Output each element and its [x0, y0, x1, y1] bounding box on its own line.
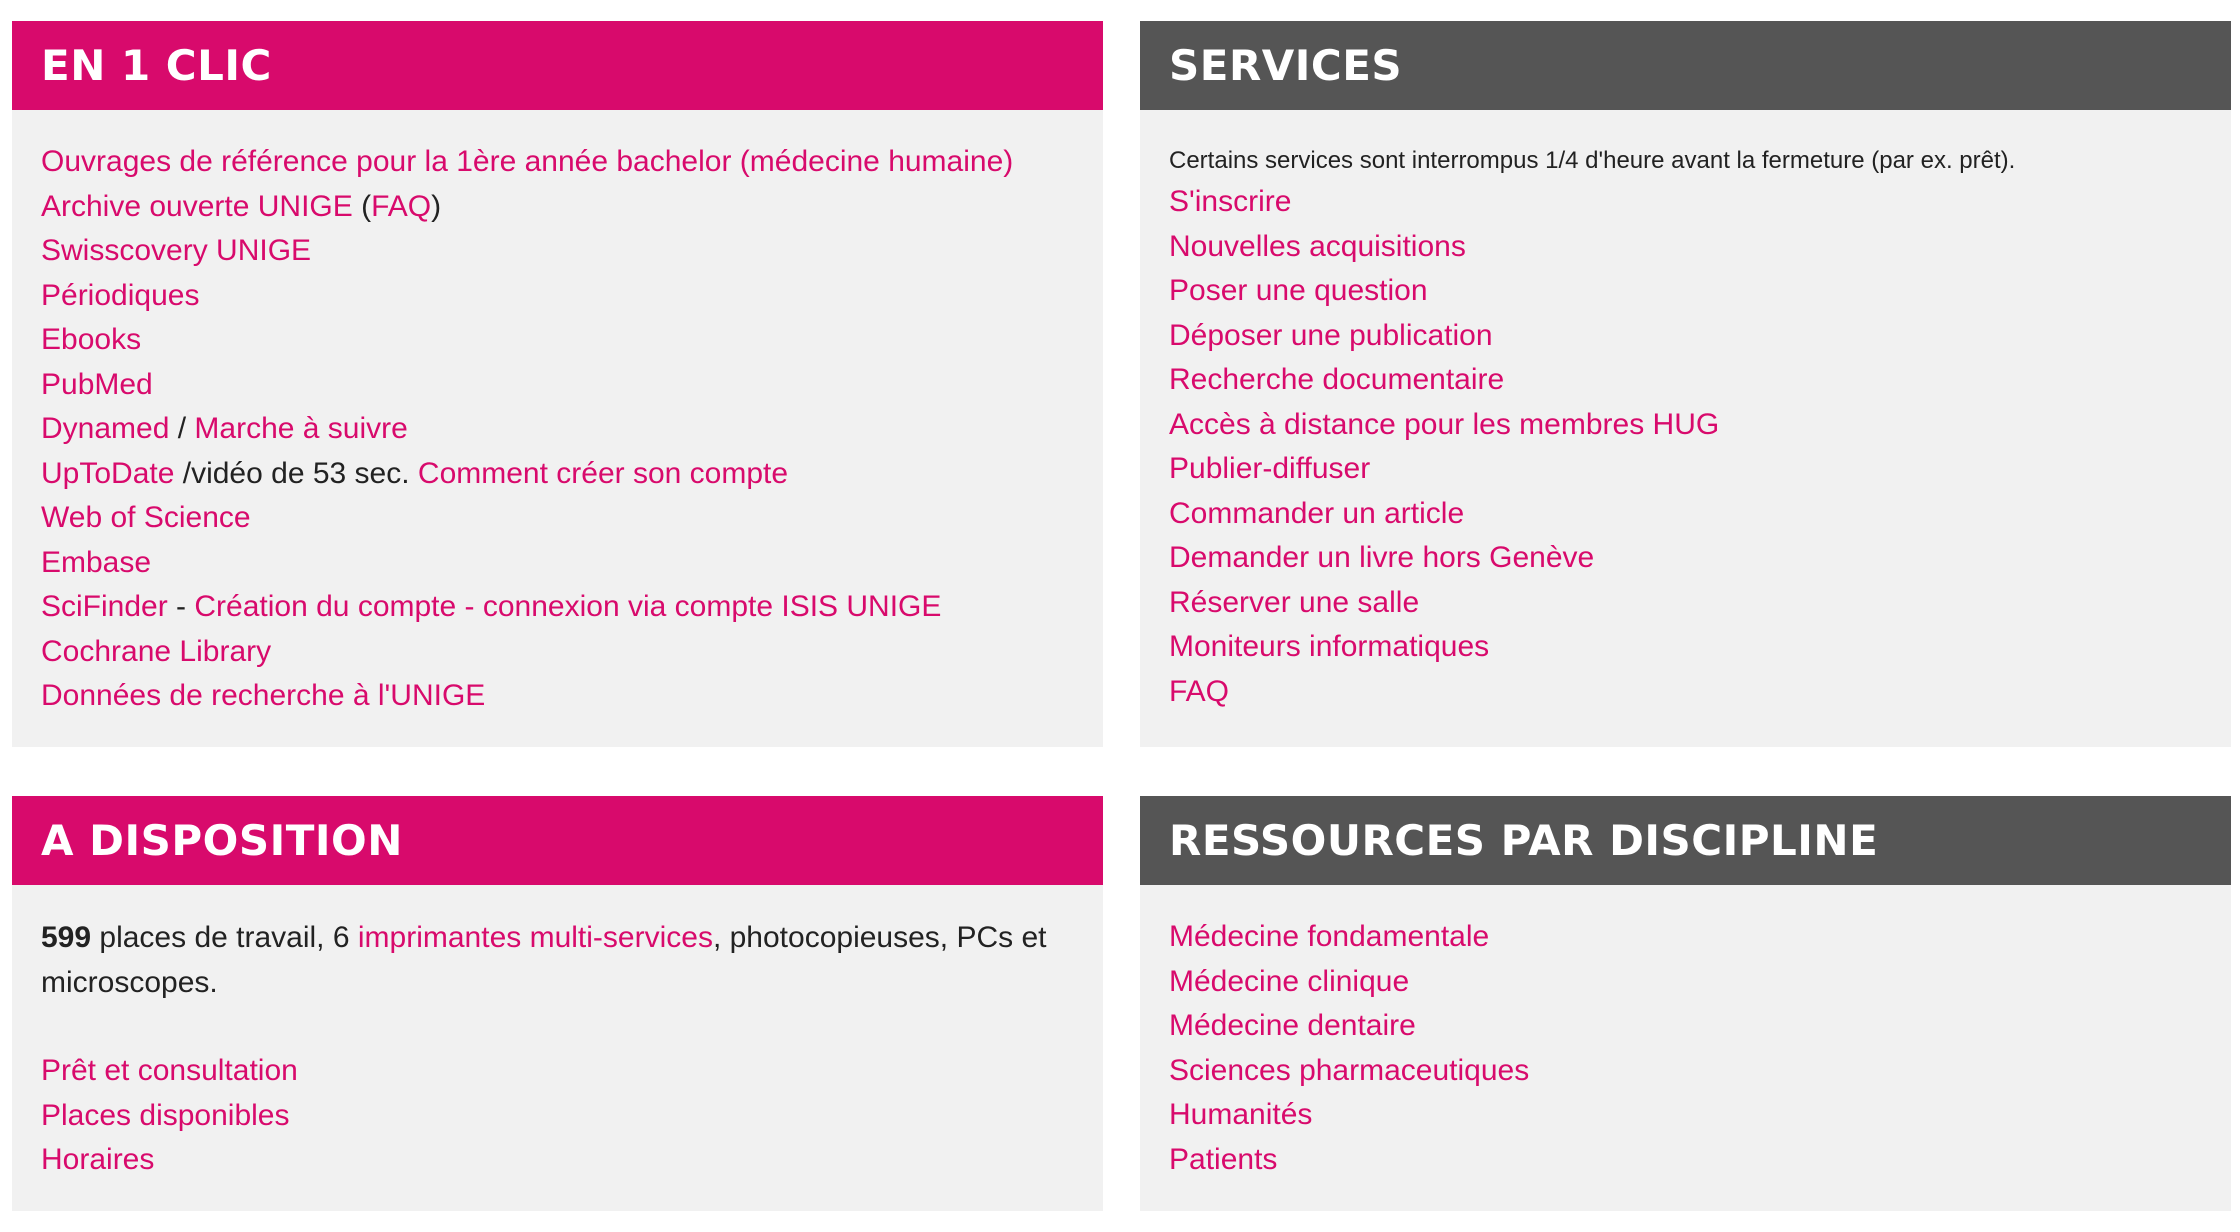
link-ebooks[interactable]: Ebooks	[41, 323, 142, 356]
services-links-list	[1169, 180, 2202, 714]
panel-body-en-1-clic	[12, 110, 1103, 719]
places-count: 599	[41, 921, 92, 954]
archive-paren-open: (	[352, 189, 372, 223]
link-web-of-science[interactable]: Web of Science	[41, 501, 251, 534]
link-dynamed[interactable]: Dynamed	[41, 412, 170, 445]
panel-ressources-discipline	[1140, 796, 2231, 1211]
list-item	[41, 363, 1074, 408]
link-swisscovery[interactable]: Swisscovery UNIGE	[41, 234, 312, 267]
list-item	[1169, 1049, 2202, 1094]
list-item	[41, 140, 1074, 185]
link-archive-ouverte[interactable]: Archive ouverte UNIGE	[41, 189, 353, 223]
link-publier-diffuser[interactable]: Publier-diffuser	[1169, 452, 1371, 485]
link-pubmed[interactable]: PubMed	[41, 367, 153, 401]
link-donnees-recherche[interactable]: Données de recherche à l'UNIGE	[41, 679, 486, 712]
list-item	[1169, 225, 2202, 270]
panel-en-1-clic	[12, 21, 1103, 747]
list-item	[1169, 492, 2202, 537]
link-moniteurs-informatiques[interactable]: Moniteurs informatiques	[1169, 630, 1490, 663]
list-item	[1169, 180, 2202, 225]
link-nouvelles-acquisitions[interactable]: Nouvelles acquisitions	[1169, 229, 1466, 263]
disposition-description	[41, 915, 1074, 1005]
panel-body-a-disposition	[12, 885, 1103, 1183]
link-imprimantes[interactable]: imprimantes multi-services	[357, 921, 713, 954]
list-item	[41, 185, 1074, 230]
list-item	[1169, 915, 2202, 960]
link-medecine-clinique[interactable]: Médecine clinique	[1169, 964, 1410, 998]
disposition-text-1: places de travail, 6	[91, 921, 358, 954]
link-poser-question[interactable]: Poser une question	[1169, 274, 1428, 307]
archive-paren-close: )	[431, 189, 442, 223]
panel-body-ressources	[1140, 885, 2231, 1182]
link-uptodate[interactable]: UpToDate	[41, 456, 175, 490]
link-marche-a-suivre[interactable]: Marche à suivre	[194, 412, 408, 445]
panel-body-services	[1140, 110, 2231, 714]
dynamed-separator: /	[169, 412, 195, 445]
list-item	[41, 541, 1074, 586]
panel-title-a-disposition: A DISPOSITION	[12, 796, 1103, 885]
link-pret-consultation[interactable]: Prêt et consultation	[41, 1054, 298, 1087]
list-item	[1169, 1138, 2202, 1183]
link-periodiques[interactable]: Périodiques	[41, 278, 200, 312]
link-recherche-documentaire[interactable]: Recherche documentaire	[1169, 363, 1505, 396]
services-note: Certains services sont interrompus 1/4 d'heure avant la fermeture (par ex. prêt).	[1169, 147, 2016, 174]
link-embase[interactable]: Embase	[41, 545, 152, 579]
list-item	[41, 274, 1074, 319]
list-item	[1169, 403, 2202, 448]
link-acces-distance-hug[interactable]: Accès à distance pour les membres HUG	[1169, 407, 1720, 441]
list-item	[1169, 1093, 2202, 1138]
list-item	[41, 496, 1074, 541]
link-sciences-pharmaceutiques[interactable]: Sciences pharmaceutiques	[1169, 1053, 1530, 1087]
list-item	[41, 585, 1074, 630]
link-commander-article[interactable]: Commander un article	[1169, 496, 1465, 530]
list-item	[1169, 447, 2202, 492]
panel-title-services: SERVICES	[1140, 21, 2231, 110]
uptodate-video-text: /vidéo de 53 sec.	[174, 456, 418, 490]
link-ouvrages-reference[interactable]: Ouvrages de référence pour la 1ère année bachelor (médecine humaine)	[41, 145, 1014, 178]
link-comment-creer-compte[interactable]: Comment créer son compte	[417, 456, 789, 490]
list-item	[41, 1138, 1074, 1183]
list-item	[41, 318, 1074, 363]
link-deposer-publication[interactable]: Déposer une publication	[1169, 318, 1493, 352]
list-item	[41, 407, 1074, 452]
link-scifinder[interactable]: SciFinder	[41, 590, 168, 623]
list-item	[41, 674, 1074, 719]
link-horaires[interactable]: Horaires	[41, 1143, 155, 1176]
panel-title-en-1-clic: EN 1 CLIC	[12, 21, 1103, 110]
link-medecine-fondamentale[interactable]: Médecine fondamentale	[1169, 920, 1490, 953]
list-item	[41, 229, 1074, 274]
disposition-text-2: , photocopieuses, PCs et microscopes.	[41, 921, 1047, 999]
list-item	[41, 630, 1074, 675]
scifinder-separator: -	[167, 590, 195, 623]
link-medecine-dentaire[interactable]: Médecine dentaire	[1169, 1009, 1416, 1042]
ressources-links-list	[1169, 915, 2202, 1182]
link-reserver-salle[interactable]: Réserver une salle	[1169, 585, 1420, 619]
list-item	[1169, 670, 2202, 715]
link-patients[interactable]: Patients	[1169, 1142, 1278, 1176]
disposition-links-list	[41, 1049, 1074, 1183]
list-item	[41, 1049, 1074, 1094]
list-item	[1169, 625, 2202, 670]
list-item	[1169, 1004, 2202, 1049]
list-item	[1169, 314, 2202, 359]
quick-links-list	[41, 140, 1074, 719]
list-item	[41, 1094, 1074, 1139]
link-livre-hors-geneve[interactable]: Demander un livre hors Genève	[1169, 541, 1595, 574]
link-faq[interactable]: FAQ	[1169, 674, 1230, 708]
list-item	[1169, 536, 2202, 581]
panel-title-ressources: RESSOURCES PAR DISCIPLINE	[1140, 796, 2231, 885]
list-item	[1169, 960, 2202, 1005]
link-places-disponibles[interactable]: Places disponibles	[41, 1098, 290, 1132]
list-item	[1169, 581, 2202, 626]
panel-services	[1140, 21, 2231, 747]
link-humanites[interactable]: Humanités	[1169, 1098, 1313, 1131]
list-item	[1169, 358, 2202, 403]
list-item	[1169, 269, 2202, 314]
link-sinscrire[interactable]: S'inscrire	[1169, 185, 1292, 218]
link-scifinder-compte[interactable]: Création du compte - connexion via compte ISIS UNIGE	[194, 590, 942, 623]
link-cochrane[interactable]: Cochrane Library	[41, 634, 272, 668]
panel-a-disposition	[12, 796, 1103, 1211]
link-archive-faq[interactable]: FAQ	[371, 189, 432, 223]
list-item	[41, 452, 1074, 497]
